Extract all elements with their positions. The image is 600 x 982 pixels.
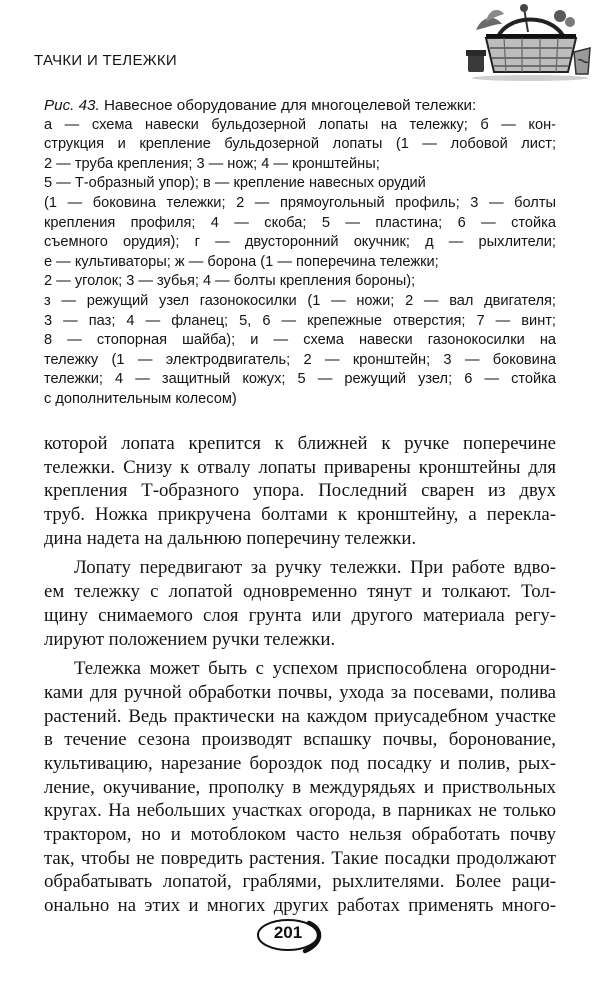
text-line: щину снимаемого слоя грунта или другого материала регу- [44,604,556,626]
text-line: кругах. На небольших участках огорода, в парниках не только [44,800,556,822]
text-line: труб. Ножка прикручена болтами к кронштейну, а перекла- [44,504,556,526]
caption-line: съемного орудия); г — двусторонний окучник; д — рыхлители; [44,234,556,251]
caption-line: 3 — паз; 4 — фланец; 5, 6 — крепежные отверстия; 7 — винт; [44,312,556,329]
text-line: крепления Т-образного упора. Последний сварен из двух [44,480,556,502]
garden-basket-illustration [464,2,594,82]
text-line: обрабатывать лопатой, граблями, рыхлителями. Более раци- [44,871,556,893]
caption-line: (1 — боковина тележки; 2 — прямоугольный профиль; 3 — болты [44,194,556,211]
caption-line: з — режущий узел газонокосилки (1 — ножи; 2 — вал двигателя; [44,292,556,309]
text-line: онально на этих и многих других работах применять много- [44,895,556,917]
caption-title-line [44,96,556,116]
caption-line: крепления профиля; 4 — скоба; 5 — пластина; 6 — стойка [44,214,556,231]
caption-line: струкция и крепление бульдозерной лопаты (1 — лобовой лист; [44,136,556,153]
caption-line: 8 — стопорная шайба); и — схема навески газонокосилки на [44,332,556,349]
caption-line: е — культиваторы; ж — борона (1 — поперечина тележки; [44,253,439,270]
text-line: лируют положением ручки тележки. [44,628,336,650]
caption-line: тележки; 4 — защитный кожух; 5 — режущий узел; 6 — стойка [44,371,556,388]
text-line: так, чтобы не повредить растения. Такие посадки продолжают [44,847,556,869]
caption-line: а — схема навески бульдозерной лопаты на тележку; б — кон- [44,116,556,133]
caption-line: 2 — труба крепления; 3 — нож; 4 — кронштейны; [44,155,380,172]
text-line: Лопату передвигают за ручку тележки. При работе вдво- [74,557,556,579]
text-line: Тележка может быть с успехом приспособлена огородни- [74,658,556,680]
text-line: ление, окучивание, прополку в междурядьях и приствольных [44,776,556,798]
text-line: в течение сезона производят вспашку почвы, боронование, [44,729,556,751]
figure-title: Навесное оборудование для многоцелевой тележки: [99,97,477,114]
body-text [44,432,556,924]
page-number: 201 [273,923,303,942]
text-line: трактором, но и мотоблоком часто нельзя обработать почву [44,824,556,845]
text-line: культивацию, нарезание бороздок под посадку и полив, рых- [44,752,556,774]
text-line: дина надета на дальнюю поперечину тележки. [44,527,417,549]
paragraph [44,657,556,918]
text-line: растений. Ведь практически на каждом приусадебном участке [44,705,556,727]
paragraph [44,432,556,550]
caption-line: с дополнительным колесом) [44,390,237,407]
text-line: которой лопата крепится к ближней к ручке поперечине [44,433,556,454]
caption-line: 2 — уголок; 3 — зубья; 4 — болты крепления бороны); [44,273,416,290]
figure-number: Рис. 43. [44,97,100,114]
caption-line: 5 — Т-образный упор); в — крепление навесных орудий [44,175,426,192]
text-line: ем тележку с лопатой одновременно тянут и толкают. Тол- [44,581,556,603]
running-head: ТАЧКИ И ТЕЛЕЖКИ [34,52,178,69]
paragraph [44,556,556,651]
text-line: ками для ручной обработки почвы, ухода за посевами, полива [44,681,556,703]
figure-caption [44,96,556,410]
page-number-badge [253,915,323,955]
caption-line: тележку (1 — электродвигатель; 2 — кронштейн; 3 — боковина [44,351,556,368]
text-line: тележки. Снизу к отвалу лопаты приварены кронштейны для [44,456,556,478]
